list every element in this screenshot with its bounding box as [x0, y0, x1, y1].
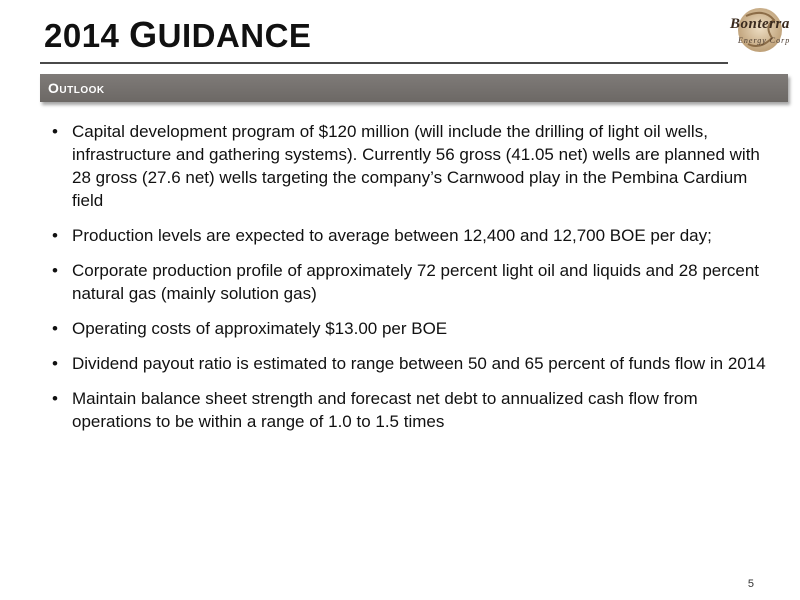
- title-big-letter: G: [129, 14, 158, 55]
- bullet-item: • Capital development program of $120 million (will include the drilling of light oil wells, infrastructure and gathering systems). Currently 56 gross (41.05 net) wells are planned with 28 gross (27.6 net) wells targeting the company’s Carnwood play in the Pembina Cardium field: [50, 120, 780, 212]
- title-rest: UIDANCE: [157, 17, 312, 54]
- bullet-item: • Maintain balance sheet strength and forecast net debt to annualized cash flow from operations to be within a range of 1.0 to 1.5 times: [50, 387, 780, 433]
- title-divider: [40, 62, 728, 64]
- bonterra-logo: [724, 4, 796, 60]
- bullet-item: • Operating costs of approximately $13.00 per BOE: [50, 317, 780, 340]
- title-year: 2014: [44, 17, 120, 54]
- bullet-item: • Production levels are expected to average between 12,400 and 12,700 BOE per day;: [50, 224, 780, 247]
- section-header-label: Outlook: [48, 80, 105, 96]
- logo-name: Bonterra: [730, 16, 790, 32]
- section-header-bar: [40, 74, 788, 102]
- bullet-item: • Dividend payout ratio is estimated to range between 50 and 65 percent of funds flow in 2014: [50, 352, 780, 375]
- logo-subtitle: Energy Corp: [738, 36, 791, 45]
- guidance-bullet-list: [50, 120, 780, 445]
- page-number: 5: [747, 578, 754, 590]
- slide-title: [44, 14, 311, 56]
- bullet-item: • Corporate production profile of approximately 72 percent light oil and liquids and 28 percent natural gas (mainly solution gas): [50, 259, 780, 305]
